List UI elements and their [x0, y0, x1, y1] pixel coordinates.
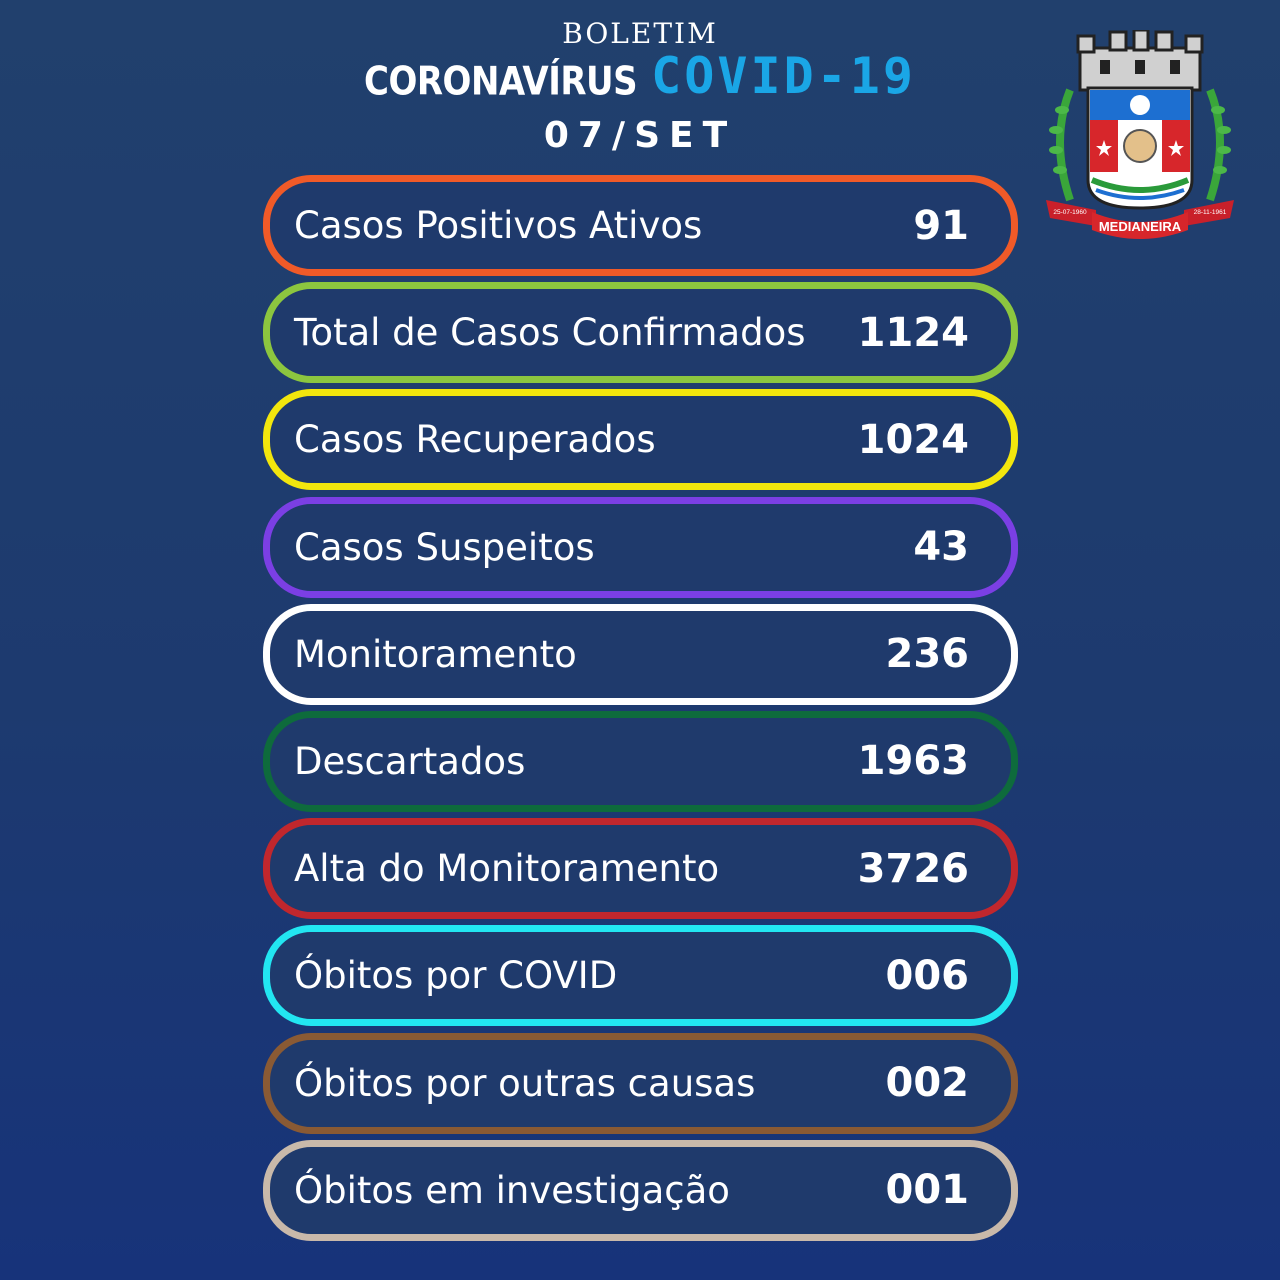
- stats-list: [263, 175, 1018, 1247]
- covid-title: COVID-19: [651, 47, 916, 105]
- stat-value: 3726: [857, 845, 969, 892]
- stat-value: 1024: [857, 416, 969, 463]
- stat-active-cases: [263, 175, 1018, 276]
- stat-monitoring: [263, 604, 1018, 705]
- stat-monitoring-discharge: [263, 818, 1018, 919]
- stat-label: Casos Positivos Ativos: [294, 204, 703, 247]
- logo-city-name: MEDIANEIRA: [1098, 219, 1182, 234]
- title-row: [340, 47, 940, 108]
- stat-label: Alta do Monitoramento: [294, 847, 720, 891]
- logo-date-right: 28-11-1961: [1193, 209, 1227, 216]
- stat-value: 91: [913, 202, 969, 249]
- coat-of-arms-graphic: [1040, 30, 1240, 240]
- coronavirus-title: CORONAVÍRUS: [364, 59, 638, 105]
- coat-of-arms-icon: [1040, 30, 1240, 240]
- stat-other-deaths: [263, 1033, 1018, 1134]
- stat-deaths-under-investigation: [263, 1140, 1018, 1241]
- stat-label: Óbitos em investigação: [294, 1168, 730, 1212]
- stat-suspected: [263, 497, 1018, 598]
- stat-label: Casos Suspeitos: [294, 525, 595, 569]
- stat-value: 006: [885, 952, 969, 999]
- shield-icon: [1088, 88, 1192, 208]
- stat-value: 001: [885, 1167, 969, 1214]
- bulletin-header: [340, 18, 940, 164]
- stat-discarded: [263, 711, 1018, 812]
- stat-label: Óbitos por COVID: [294, 954, 618, 998]
- logo-date-left: 25-07-1960: [1053, 209, 1087, 216]
- stat-label: Descartados: [294, 739, 526, 783]
- stat-value: 43: [913, 524, 969, 571]
- stat-label: Total de Casos Confirmados: [294, 311, 806, 355]
- stat-label: Óbitos por outras causas: [294, 1061, 756, 1105]
- stat-value: 1963: [857, 738, 969, 785]
- stat-covid-deaths: [263, 925, 1018, 1026]
- stat-label: Monitoramento: [294, 632, 577, 676]
- crown-icon: [1078, 30, 1202, 90]
- boletim-label: BOLETIM: [562, 17, 718, 50]
- stat-recovered: [263, 389, 1018, 490]
- stat-total-confirmed: [263, 282, 1018, 383]
- bulletin-date: 07/SET: [543, 115, 737, 156]
- stat-value: 1124: [857, 309, 969, 356]
- stat-value: 236: [885, 631, 969, 678]
- stat-value: 002: [885, 1060, 969, 1106]
- stat-label: Casos Recuperados: [294, 418, 656, 462]
